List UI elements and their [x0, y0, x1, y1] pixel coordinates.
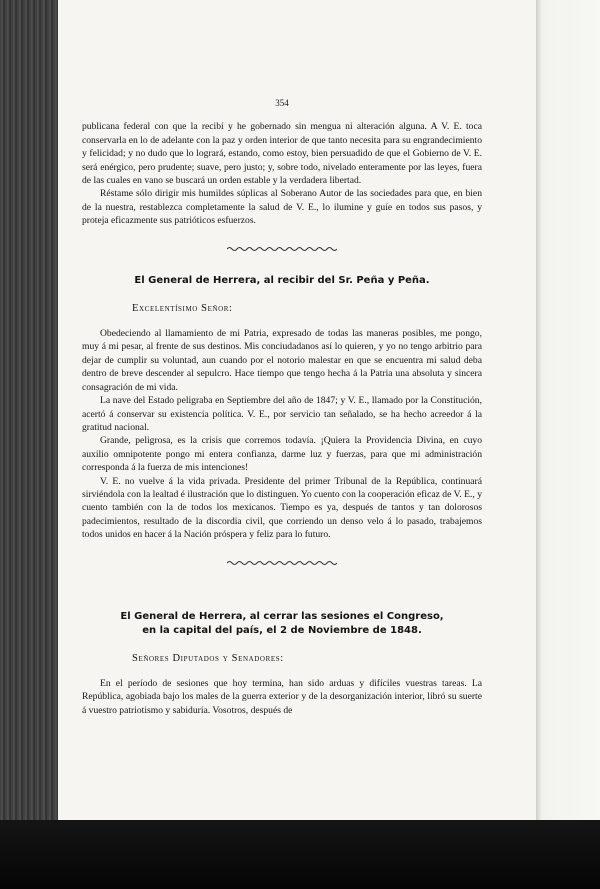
paragraph: La nave del Estado peligraba en Septiembre del año de 1847; y V. E., llamado por la Constitución, acertó á conservar su existencia política. V. E., por servicio tan señalado, se ha hecho acreedor á la gratitud nacional. [82, 395, 482, 433]
scanner-edge-bottom [0, 820, 600, 889]
salutation: Señores Diputados y Senadores: [132, 652, 284, 664]
page-content [82, 97, 482, 717]
paragraph: Obedeciendo al llamamiento de mi Patria, expresado de todas las maneras posibles, me pongo, muy á mi pesar, al frente de sus destinos. Mis conciudadanos así lo quieren, y yo no tengo arbitrio para dejar de cumplir su voluntad, aun cuando por el notorio malestar en que se encuentra mi salud deba dentro de breve descender al sepulcro. Hace tiempo que tengo hecha á la Patria una absoluta y sincera consagración de mi vida. [82, 328, 482, 393]
paragraph: En el período de sesiones que hoy termina, han sido arduas y difíciles vuestras tareas. La República, agobiada bajo los males de la guerra exterior y de la desorganización interior, libró su suerte á vuestro patriotismo y sabiduría. Vosotros, después de [82, 677, 482, 716]
ornamental-divider [227, 246, 337, 252]
facing-page-edge [536, 0, 600, 889]
paragraph: V. E. no vuelve á la vida privada. Presidente del primer Tribunal de la República, continuará sirviéndola con la lealtad é ilustración que lo distinguen. Yo cuento con la cooperación eficaz de V. E., y cuento también con la de todos los mexicanos. Tiempo es ya, después de tantos y tan dolorosos padecimientos, resultado de la discordia civil, que corriendo un denso velo á lo pasado, trabajemos todos unidos en hacer á la Nación próspera y feliz para lo futuro. [82, 475, 482, 541]
section-heading-line2: en la capital del país, el 2 de Noviembre de 1848. [142, 624, 422, 636]
paragraph: Grande, peligrosa, es la crisis que corremos todavía. ¡Quiera la Providencia Divina, en cuyo auxilio omnipotente pongo mi entera confianza, darme luz y fuerzas, para que mi administración corresponda á la fuerza de mis intenciones! [82, 435, 482, 474]
section-heading-line1: El General de Herrera, al cerrar las sesiones el Congreso, [120, 610, 444, 622]
scanner-edge-left [0, 0, 58, 889]
page-number: 354 [275, 98, 289, 108]
paragraph: publicana federal con que la recibí y he gobernado sin mengua ni alteración alguna. A V. E. toca conservarla en lo de adelante con la paz y orden interior de que tanto necesita para su engrandecimiento y felicidad; y no dudo que lo logrará, estando, como estoy, bien persuadido de que el Gobierno de V. E. será enérgico, pero prudente; suave, pero justo; y, sobre todo, nivelado enteramente por las leyes, fuera de las cuales en vano se buscará un orden estable y la verdadera libertad. [82, 121, 482, 187]
paragraph: Réstame sólo dirigir mis humildes súplicas al Soberano Autor de las sociedades para que, en bien de la nuestra, restablezca completamente la salud de V. E., lo ilumine y guíe en todos sus pasos, y proteja eficazmente sus patrióticos esfuerzos. [82, 188, 482, 227]
section-heading: El General de Herrera, al recibir del Sr. Peña y Peña. [134, 274, 430, 286]
ornamental-divider [227, 560, 337, 566]
salutation: Excelentísimo Señor: [132, 302, 233, 314]
